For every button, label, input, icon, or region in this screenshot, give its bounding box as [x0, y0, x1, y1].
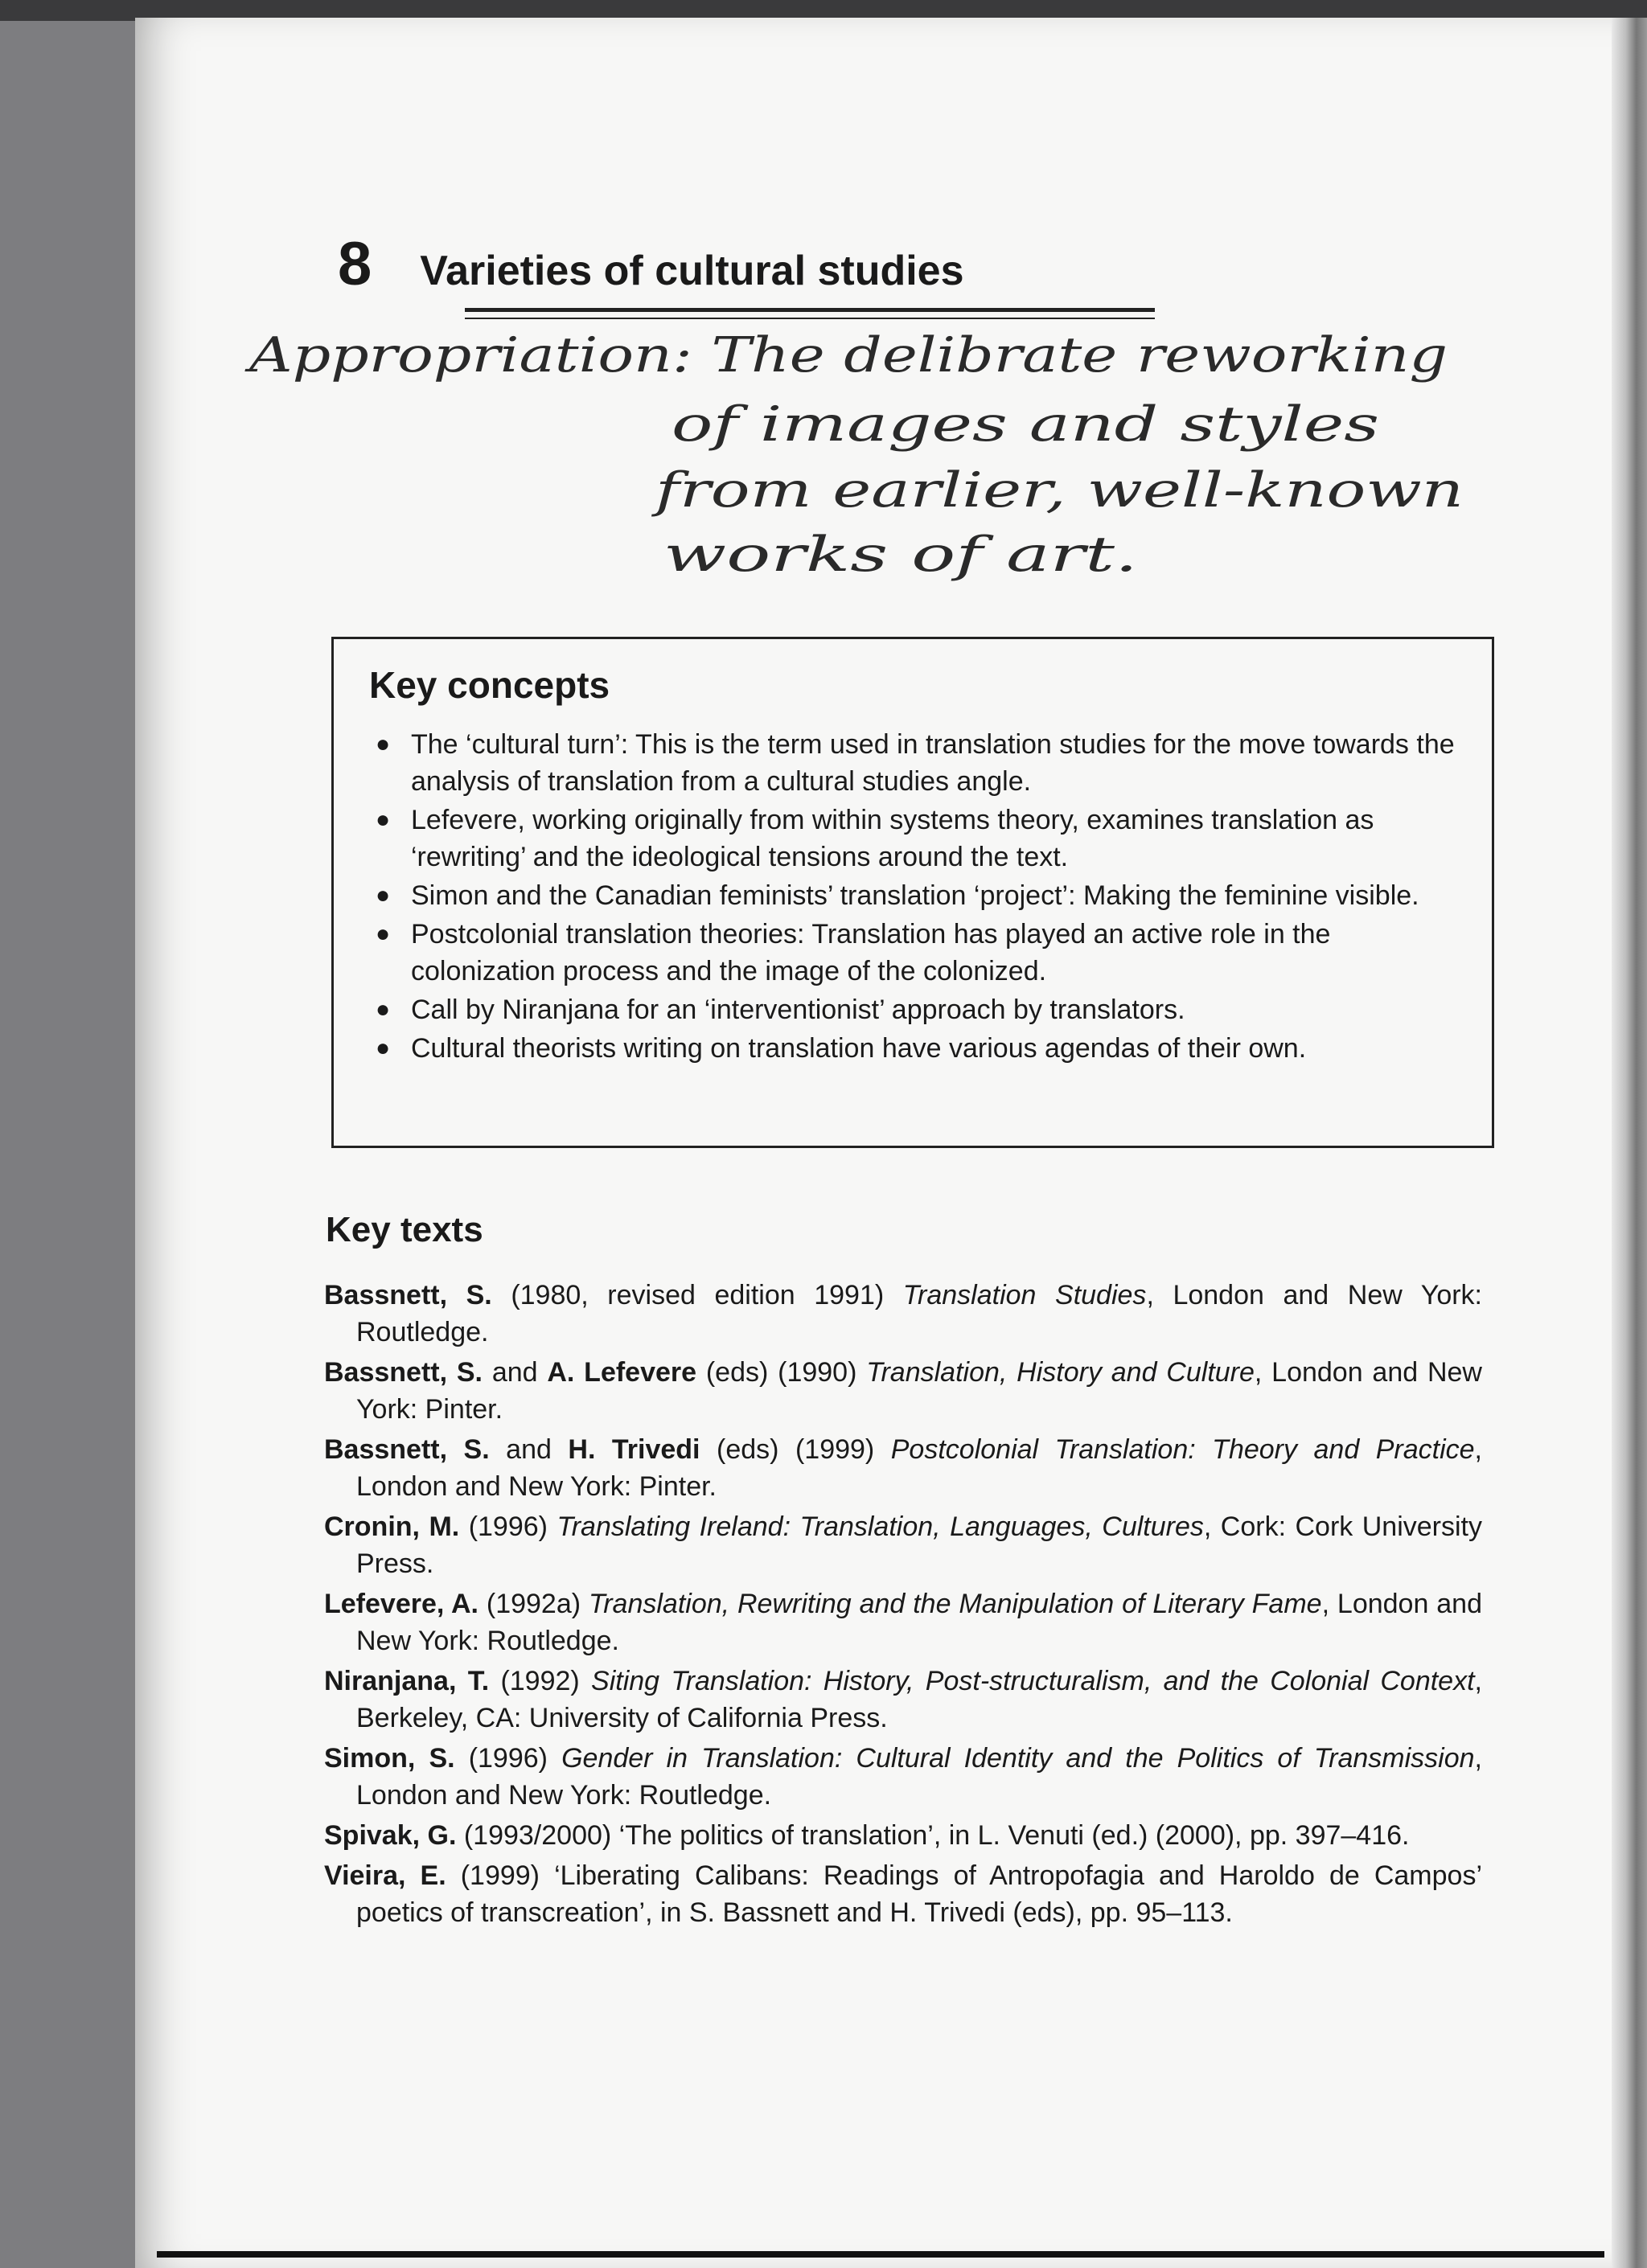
concept-text: Postcolonial translation theories: Translation has played an active role in the colonization process and the image of the colonized.: [411, 919, 1331, 986]
key-concepts-box: [331, 637, 1494, 1148]
reference-entry: Bassnett, S. (1980, revised edition 1991) Translation Studies, London and New York: Routledge.: [324, 1280, 1482, 1347]
reference-entry: Simon, S. (1996) Gender in Translation: Cultural Identity and the Politics of Transmission, London and New York: Routledge.: [324, 1743, 1482, 1811]
key-concepts-heading: Key concepts: [369, 664, 610, 706]
reference-entry: Niranjana, T. (1992) Siting Translation: History, Post-structuralism, and the Colonial Context, Berkeley, CA: University of California Press.: [324, 1666, 1482, 1733]
reference-entry: Cronin, M. (1996) Translating Ireland: Translation, Languages, Cultures, Cork: Cork University Press.: [324, 1511, 1482, 1579]
concept-item: [366, 877, 1476, 914]
key-texts-list: [324, 1277, 1482, 1934]
annotation-line-3: from earlier, well-known: [651, 462, 1464, 519]
chapter-number: 8: [338, 230, 372, 298]
concept-item: [366, 1030, 1476, 1067]
concept-item: [366, 726, 1476, 800]
handwritten-annotation: [241, 322, 1496, 603]
annotation-line-1: Appropriation: The delibrate reworking: [244, 327, 1448, 383]
annotation-line-4: works of art.: [663, 527, 1138, 583]
page-spine-edge: [1612, 18, 1647, 2268]
bullet-icon: ●: [376, 921, 391, 947]
annotation-line-2: of images and styles: [672, 396, 1379, 453]
concept-text: Lefevere, working originally from within systems theory, examines translation as ‘rewriting’ and the ideological tensions around the text.: [411, 805, 1374, 872]
bullet-icon: ●: [376, 731, 391, 757]
bullet-icon: ●: [376, 996, 391, 1023]
bullet-icon: ●: [376, 882, 391, 908]
chapter-heading: [338, 229, 1222, 301]
concept-text: Simon and the Canadian feminists’ translation ‘project’: Making the feminine visible.: [411, 880, 1419, 911]
reference-entry: Lefevere, A. (1992a) Translation, Rewriting and the Manipulation of Literary Fame, London and New York: Routledge.: [324, 1589, 1483, 1656]
reference-entry: Bassnett, S. and A. Lefevere (eds) (1990) Translation, History and Culture, London and New York: Pinter.: [324, 1357, 1482, 1425]
chapter-title: Varieties of cultural studies: [420, 248, 964, 294]
concept-item: [366, 802, 1476, 876]
concept-item: [366, 916, 1476, 990]
title-rule-thin: [465, 318, 1155, 319]
concept-text: The ‘cultural turn’: This is the term used in translation studies for the move towards the analysis of translation from a cultural studies angle.: [411, 729, 1455, 797]
page-bottom-edge: [157, 2251, 1604, 2258]
reference-entry: Spivak, G. (1993/2000) ‘The politics of translation’, in L. Venuti (ed.) (2000), pp. 397–416.: [324, 1820, 1410, 1851]
concept-text: Call by Niranjana for an ‘interventionist’ approach by translators.: [411, 995, 1185, 1025]
bullet-icon: ●: [376, 806, 391, 833]
concept-item: [366, 991, 1476, 1028]
reference-entry: Bassnett, S. and H. Trivedi (eds) (1999) Postcolonial Translation: Theory and Practice, London and New York: Pinter.: [324, 1434, 1482, 1502]
key-texts-heading: Key texts: [326, 1210, 483, 1249]
title-rule: [465, 308, 1155, 312]
key-concepts-list: [366, 726, 1476, 1068]
concept-text: Cultural theorists writing on translation have various agendas of their own.: [411, 1033, 1307, 1064]
bullet-icon: ●: [376, 1035, 391, 1061]
reference-entry: Vieira, E. (1999) ‘Liberating Calibans: Readings of Antropofagia and Haroldo de Campos’ poetics of transcreation’, in S. Bassnett and H. Trivedi (eds), pp. 95–113.: [324, 1860, 1482, 1928]
